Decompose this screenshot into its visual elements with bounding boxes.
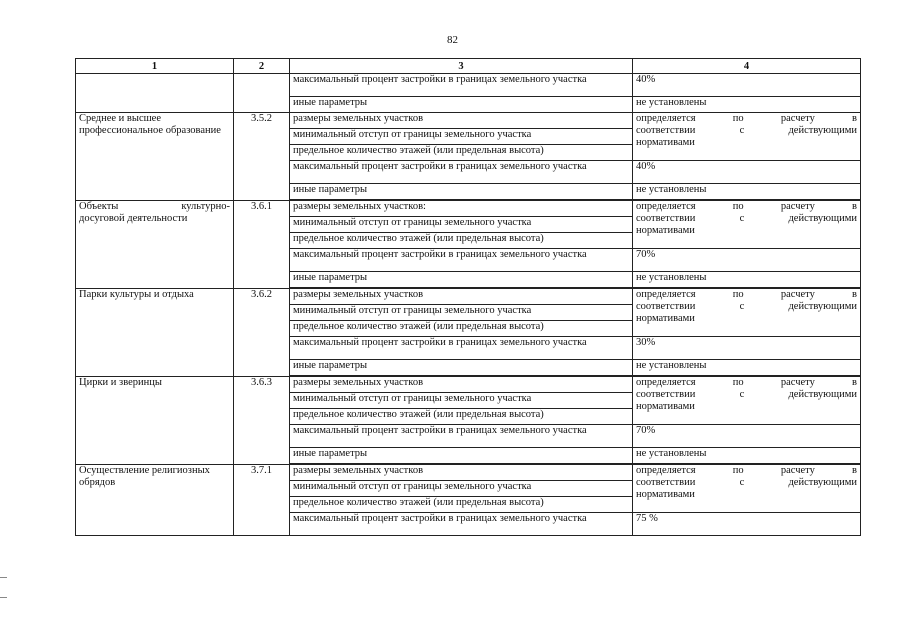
param-cell: размеры земельных участков	[290, 377, 633, 393]
calc-line: нормативами	[636, 225, 695, 236]
header-col-3: 3	[290, 59, 633, 74]
code-cell: 3.7.1	[234, 465, 290, 536]
param-cell: иные параметры	[290, 360, 633, 376]
calc-line: определяется по расчету в	[636, 201, 857, 212]
scan-margin-mark	[0, 577, 7, 578]
calc-line: нормативами	[636, 489, 695, 500]
value-cell: не установлены	[633, 360, 861, 376]
calc-line: соответствии с действующими	[636, 125, 857, 136]
param-cell: размеры земельных участков	[290, 113, 633, 129]
table-row	[76, 201, 861, 217]
param-cell: максимальный процент застройки в границах земельного участка	[290, 337, 633, 360]
param-cell: минимальный отступ от границы земельного участка	[290, 129, 633, 145]
code-cell	[234, 74, 290, 113]
param-cell: максимальный процент застройки в границах земельного участка	[290, 74, 633, 97]
category-cell: Осуществление религиозных обрядов	[76, 465, 234, 536]
param-cell: размеры земельных участков	[290, 289, 633, 305]
value-cell: 40%	[633, 74, 861, 97]
header-col-4: 4	[633, 59, 861, 74]
param-cell: максимальный процент застройки в границах земельного участка	[290, 161, 633, 184]
param-cell: максимальный процент застройки в границах земельного участка	[290, 425, 633, 448]
param-cell: минимальный отступ от границы земельного участка	[290, 481, 633, 497]
value-cell: 40%	[633, 161, 861, 184]
category-cell: Парки культуры и отдыха	[76, 289, 234, 377]
calc-cell	[633, 377, 861, 425]
table-row	[76, 465, 861, 481]
calc-line: нормативами	[636, 401, 695, 412]
value-cell: 75 %	[633, 513, 861, 536]
calc-line: соответствии с действующими	[636, 389, 857, 400]
calc-cell	[633, 201, 861, 249]
param-cell: размеры земельных участков:	[290, 201, 633, 217]
calc-line: определяется по расчету в	[636, 465, 857, 476]
category-cell: Цирки и зверинцы	[76, 377, 234, 465]
code-cell: 3.6.3	[234, 377, 290, 465]
param-cell: иные параметры	[290, 97, 633, 113]
header-col-2: 2	[234, 59, 290, 74]
code-cell: 3.6.1	[234, 201, 290, 289]
value-cell: не установлены	[633, 184, 861, 200]
table-row	[76, 289, 861, 305]
calc-line: соответствии с действующими	[636, 301, 857, 312]
code-cell: 3.6.2	[234, 289, 290, 377]
value-cell: 30%	[633, 337, 861, 360]
calc-line: определяется по расчету в	[636, 377, 857, 388]
code-cell: 3.5.2	[234, 113, 290, 201]
calc-cell	[633, 289, 861, 337]
category-cell: Среднее и высшее профессиональное образование	[76, 113, 234, 201]
param-cell: предельное количество этажей (или предельная высота)	[290, 409, 633, 425]
value-cell: не установлены	[633, 272, 861, 288]
param-cell: предельное количество этажей (или предельная высота)	[290, 497, 633, 513]
value-cell: не установлены	[633, 97, 861, 113]
param-cell: предельное количество этажей (или предельная высота)	[290, 145, 633, 161]
param-cell: предельное количество этажей (или предельная высота)	[290, 321, 633, 337]
param-cell: размеры земельных участков	[290, 465, 633, 481]
table-row	[76, 74, 861, 97]
value-cell: не установлены	[633, 448, 861, 464]
calc-cell	[633, 465, 861, 513]
param-cell: максимальный процент застройки в границах земельного участка	[290, 513, 633, 536]
param-cell: максимальный процент застройки в границах земельного участка	[290, 249, 633, 272]
calc-line: соответствии с действующими	[636, 213, 857, 224]
param-cell: иные параметры	[290, 184, 633, 200]
category-line: досуговой деятельности	[79, 213, 188, 224]
category-line: Объекты культурно-	[79, 201, 230, 212]
param-cell: минимальный отступ от границы земельного участка	[290, 393, 633, 409]
calc-line: нормативами	[636, 313, 695, 324]
table-header-row	[76, 59, 861, 74]
value-cell: 70%	[633, 249, 861, 272]
calc-cell	[633, 113, 861, 161]
param-cell: иные параметры	[290, 272, 633, 288]
calc-line: определяется по расчету в	[636, 113, 857, 124]
category-cell	[76, 74, 234, 113]
page-number: 82	[447, 34, 458, 46]
param-cell: предельное количество этажей (или предельная высота)	[290, 233, 633, 249]
calc-line: нормативами	[636, 137, 695, 148]
param-cell: иные параметры	[290, 448, 633, 464]
value-cell: 70%	[633, 425, 861, 448]
param-cell: минимальный отступ от границы земельного участка	[290, 217, 633, 233]
param-cell: минимальный отступ от границы земельного участка	[290, 305, 633, 321]
land-use-regulations-table	[75, 58, 861, 536]
category-cell	[76, 201, 234, 289]
header-col-1: 1	[76, 59, 234, 74]
calc-line: соответствии с действующими	[636, 477, 857, 488]
scan-margin-mark	[0, 597, 7, 598]
calc-line: определяется по расчету в	[636, 289, 857, 300]
table-row	[76, 377, 861, 393]
table-row	[76, 113, 861, 129]
